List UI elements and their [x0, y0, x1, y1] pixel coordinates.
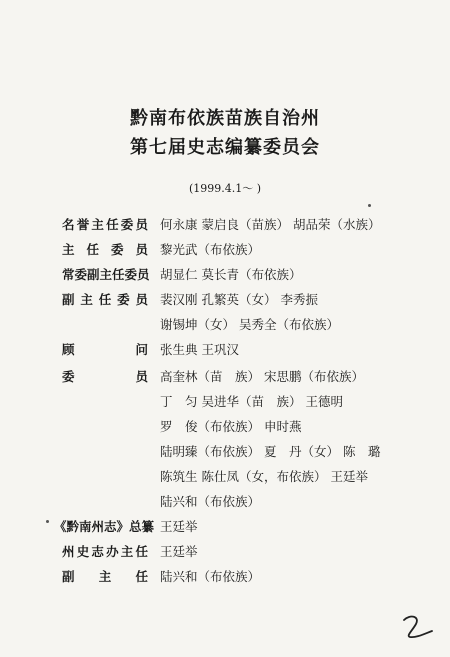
member-names: 裴汉刚 孔繁英（女） 李秀振 — [160, 292, 318, 307]
role-label: 委员 — [62, 369, 148, 384]
title-line-2: 第七届史志编纂委员会 — [130, 137, 320, 158]
member-names: 谢锡坤（女） 吴秀全（布依族） — [160, 317, 339, 332]
scan-speck — [368, 204, 371, 207]
member-names: 陆明臻（布依族） 夏 丹（女） 陈 璐 — [160, 444, 381, 459]
scan-speck — [46, 520, 49, 523]
role-label: 主任委员 — [62, 242, 148, 257]
handwritten-page-mark-icon — [400, 612, 436, 642]
role-label: 副主任委员 — [62, 292, 148, 307]
role-label: 顾问 — [62, 342, 148, 357]
term-date: (1999.4.1～ ) — [188, 182, 262, 195]
member-names: 黎光武（布依族） — [160, 242, 261, 257]
member-names: 陆兴和（布依族） — [160, 569, 261, 584]
member-names: 陈筑生 陈仕凤（女，布依族） 王廷举 — [160, 469, 368, 484]
role-label: 副主任 — [62, 569, 148, 584]
member-names: 张生典 王巩汉 — [160, 342, 239, 357]
role-label: 州史志办主任 — [62, 544, 148, 559]
member-names: 王廷举 — [160, 519, 198, 534]
member-names: 高奎林（苗 族） 宋思鹏（布依族） — [160, 369, 364, 384]
role-label: 《黔南州志》总纂 — [54, 519, 155, 534]
title-line-1: 黔南布依族苗族自治州 — [130, 108, 320, 129]
member-names: 王廷举 — [160, 544, 198, 559]
role-label: 常委副主任委员 — [62, 267, 150, 282]
member-names: 何永康 蒙启良（苗族） 胡品荣（水族） — [160, 217, 381, 232]
member-names: 胡显仁 莫长青（布依族） — [160, 267, 302, 282]
member-names: 罗 俊（布依族） 申时燕 — [160, 419, 302, 434]
role-label: 名誉主任委员 — [62, 217, 148, 232]
member-names: 丁 匀 吴进华（苗 族） 王德明 — [160, 394, 343, 409]
member-names: 陆兴和（布依族） — [160, 494, 261, 509]
